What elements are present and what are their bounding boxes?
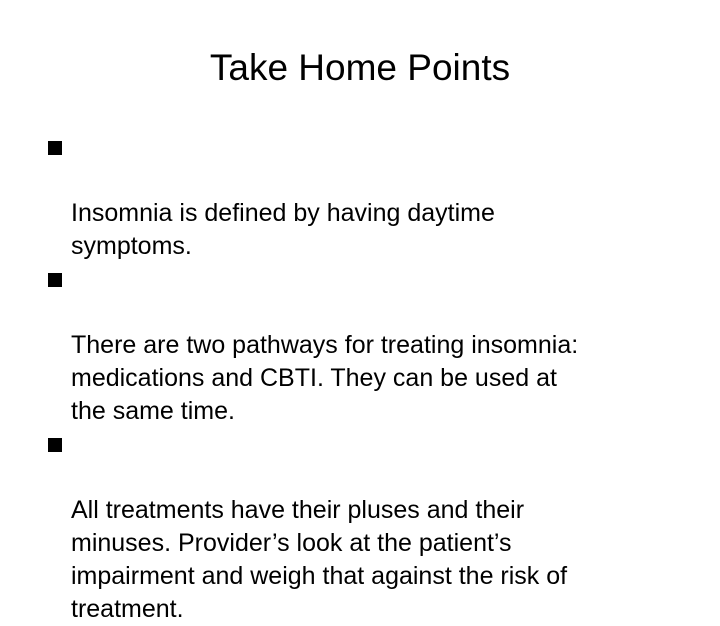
bullet-text: Insomnia is defined by having daytime symptoms. [71,199,495,260]
bullet-item-treatment-pathways [48,263,688,428]
bullet-text: There are two pathways for treating insomnia: medications and CBTI. They can be used at the same time. [71,331,579,425]
square-bullet-icon [48,273,62,287]
square-bullet-icon [48,438,62,452]
bullet-list [48,131,688,626]
square-bullet-icon [48,141,62,155]
bullet-item-pluses-minuses [48,428,688,626]
bullet-text: All treatments have their pluses and their minuses. Provider’s look at the patient’s impairment and weigh that against the risk of treatment. [71,496,568,623]
slide-title: Take Home Points [209,47,511,88]
bullet-item-daytime-symptoms [48,131,688,263]
